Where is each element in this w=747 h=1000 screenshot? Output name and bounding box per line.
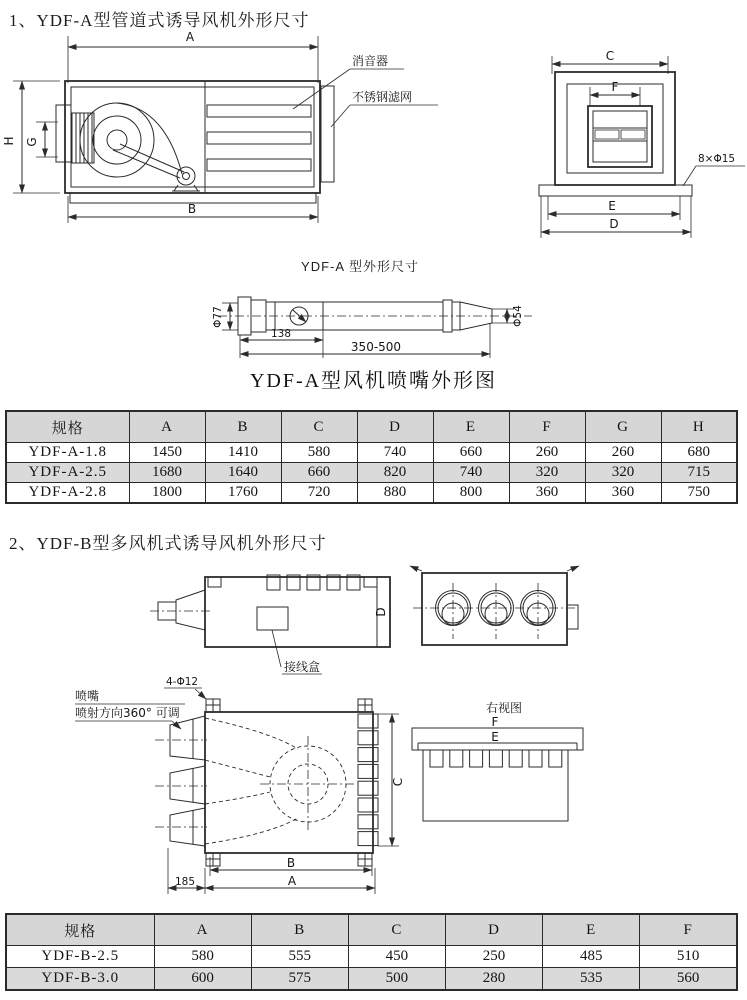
svg-text:Φ54: Φ54 <box>512 305 524 327</box>
dim-dia-inlet <box>212 303 238 330</box>
section2-title: 2、YDF-B型多风机式诱导风机外形尺寸 <box>9 534 327 553</box>
cell: 260 <box>509 443 585 463</box>
svg-text:D: D <box>609 217 619 231</box>
cell: YDF-A-2.5 <box>6 463 129 483</box>
svg-text:喷嘴: 喷嘴 <box>75 689 100 703</box>
svg-text:E: E <box>491 730 499 744</box>
junction-box <box>257 607 288 630</box>
filter-strip <box>321 86 334 182</box>
cell: 1410 <box>205 443 281 463</box>
b-right-box <box>423 750 568 821</box>
fan-inlet-1 <box>436 583 471 639</box>
cell: 740 <box>433 463 509 483</box>
dim-offset-185 <box>168 848 205 894</box>
b-front-box <box>205 712 373 853</box>
cell: 580 <box>154 946 251 968</box>
svg-text:D: D <box>374 607 388 617</box>
caption-a-nozzle: YDF-A型风机喷嘴外形图 <box>249 370 498 392</box>
cell: YDF-B-2.5 <box>6 946 154 968</box>
svg-text:消音器: 消音器 <box>352 54 389 68</box>
header-cell: H <box>661 411 737 443</box>
dim-g <box>25 122 58 157</box>
cell: 1760 <box>205 483 281 504</box>
outlet-block <box>588 106 652 167</box>
cell: 360 <box>585 483 661 504</box>
ydf-a-end-view-drawing <box>498 40 747 242</box>
header-cell: C <box>348 914 445 946</box>
cell: YDF-B-3.0 <box>6 968 154 991</box>
svg-text:8×Φ15: 8×Φ15 <box>698 153 736 165</box>
header-cell: 规格 <box>6 411 129 443</box>
svg-text:喷射方向360° 可调: 喷射方向360° 可调 <box>75 706 180 720</box>
dim-c <box>552 49 668 74</box>
svg-text:A: A <box>287 874 297 888</box>
header-cell: G <box>585 411 661 443</box>
table-row <box>6 968 737 991</box>
cell: 1680 <box>129 463 205 483</box>
header-cell: E <box>543 914 640 946</box>
table-row <box>6 946 737 968</box>
header-cell: D <box>357 411 433 443</box>
mount-flange <box>539 185 692 196</box>
cell: 1800 <box>129 483 205 504</box>
svg-text:A: A <box>185 30 195 44</box>
nozzle-3 <box>155 808 207 846</box>
header-cell: D <box>445 914 542 946</box>
filter-callout <box>331 89 438 127</box>
svg-text:H: H <box>2 136 16 146</box>
inlet-coil <box>56 105 94 163</box>
fan-inlet-3 <box>521 583 556 639</box>
nozzle-1 <box>155 716 207 760</box>
dim-h <box>2 81 60 193</box>
cell: 1640 <box>205 463 281 483</box>
svg-text:接线盒: 接线盒 <box>284 660 321 674</box>
dim-a <box>205 868 375 894</box>
header-cell: 规格 <box>6 914 154 946</box>
svg-text:C: C <box>391 777 405 787</box>
cell: YDF-A-1.8 <box>6 443 129 463</box>
svg-text:138: 138 <box>270 328 292 340</box>
caption-a-outline: YDF-A 型外形尺寸 <box>301 259 419 274</box>
header-cell: C <box>281 411 357 443</box>
cell: YDF-A-2.8 <box>6 483 129 504</box>
cell: 820 <box>357 463 433 483</box>
ydf-b-dimension-table <box>5 913 738 991</box>
section1-title: 1、YDF-A型管道式诱导风机外形尺寸 <box>9 11 310 30</box>
header-cell: A <box>154 914 251 946</box>
silencer-tubes <box>207 105 311 171</box>
b-top-box <box>205 577 390 647</box>
cell: 740 <box>357 443 433 463</box>
svg-text:E: E <box>608 199 616 213</box>
cell: 320 <box>509 463 585 483</box>
cell: 360 <box>509 483 585 504</box>
dim-a <box>68 30 318 83</box>
header-cell: F <box>509 411 585 443</box>
bolt-holes-callout <box>164 676 206 699</box>
svg-text:B: B <box>187 202 197 216</box>
header-cell: B <box>251 914 348 946</box>
cell: 535 <box>543 968 640 991</box>
header-cell: F <box>640 914 737 946</box>
table-header-row <box>6 914 737 946</box>
cell: 660 <box>281 463 357 483</box>
ydf-b-inlets-drawing <box>405 555 595 677</box>
svg-text:4-Φ12: 4-Φ12 <box>166 676 199 688</box>
fan-inlet-2 <box>479 583 514 639</box>
dim-b <box>68 196 318 223</box>
right-view-caption: 右视图 <box>485 701 523 715</box>
cell: 320 <box>585 463 661 483</box>
svg-text:G: G <box>25 137 39 147</box>
ydf-a-side-view-drawing <box>0 26 470 246</box>
cell: 510 <box>640 946 737 968</box>
cell: 485 <box>543 946 640 968</box>
casing-outer <box>65 81 320 193</box>
svg-text:Φ77: Φ77 <box>212 306 224 328</box>
bolt-holes-callout <box>683 153 745 186</box>
cell: 600 <box>154 968 251 991</box>
table-row <box>6 463 737 483</box>
cell: 450 <box>348 946 445 968</box>
table-row <box>6 483 737 504</box>
dim-d <box>541 196 691 238</box>
header-cell: B <box>205 411 281 443</box>
dim-b <box>210 856 372 876</box>
svg-text:350-500: 350-500 <box>350 340 402 354</box>
header-cell: E <box>433 411 509 443</box>
svg-text:C: C <box>605 49 615 63</box>
svg-text:B: B <box>286 856 296 870</box>
nozzle-2 <box>155 766 207 804</box>
svg-text:185: 185 <box>174 876 196 888</box>
ydf-b-right-view-drawing <box>400 693 600 833</box>
cell: 680 <box>661 443 737 463</box>
svg-text:F: F <box>611 80 619 94</box>
fan-volute <box>80 103 184 178</box>
cell: 560 <box>640 968 737 991</box>
table-header-row <box>6 411 737 443</box>
ydf-a-nozzle-drawing <box>180 283 570 365</box>
cell: 555 <box>251 946 348 968</box>
volute-hidden-lines <box>205 718 356 844</box>
side-nozzle <box>150 590 210 630</box>
side-tab <box>567 605 578 629</box>
cell: 500 <box>348 968 445 991</box>
cell: 280 <box>445 968 542 991</box>
header-cell: A <box>129 411 205 443</box>
cell: 800 <box>433 483 509 504</box>
table-row <box>6 443 737 463</box>
cell: 1450 <box>129 443 205 463</box>
ydf-a-dimension-table <box>5 410 738 504</box>
slot-row <box>430 750 562 767</box>
cell: 715 <box>661 463 737 483</box>
cell: 750 <box>661 483 737 504</box>
cell: 260 <box>585 443 661 463</box>
cell: 720 <box>281 483 357 504</box>
bolt-tabs <box>206 699 372 866</box>
ydf-b-front-view-drawing <box>55 676 405 902</box>
svg-text:F: F <box>491 715 499 729</box>
cell: 580 <box>281 443 357 463</box>
svg-text:不锈钢滤网: 不锈钢滤网 <box>352 90 413 104</box>
junction-box-callout <box>272 630 322 674</box>
cell: 575 <box>251 968 348 991</box>
cell: 880 <box>357 483 433 504</box>
cell: 250 <box>445 946 542 968</box>
nozzle-callout <box>75 688 185 729</box>
cell: 660 <box>433 443 509 463</box>
outlet-filter-strip <box>358 714 378 846</box>
